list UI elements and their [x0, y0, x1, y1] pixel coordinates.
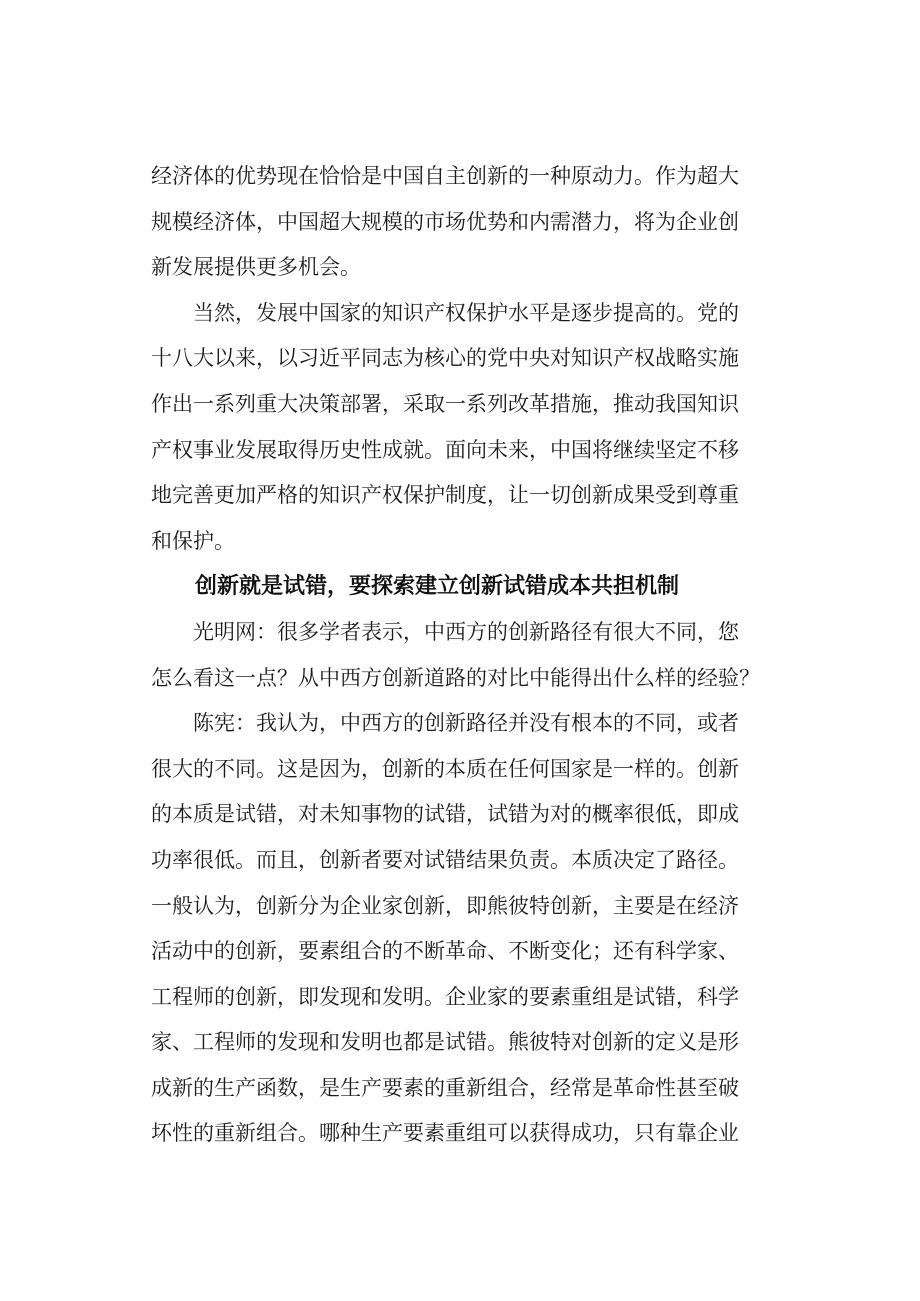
- text-line: 家、工程师的发现和发明也都是试错。熊彼特对创新的定义是形: [151, 1030, 739, 1055]
- section-heading: [151, 564, 807, 610]
- paragraph-interview-question: [151, 610, 807, 701]
- text-line: 和保护。: [151, 528, 235, 553]
- text-line: 新发展提供更多机会。: [151, 255, 361, 280]
- text-line: 产权事业发展取得历史性成就。面向未来，中国将继续坚定不移: [151, 437, 739, 462]
- paragraph-ip-protection: [151, 291, 807, 565]
- text-line: 光明网：很多学者表示，中西方的创新路径有很大不同，您: [151, 619, 739, 644]
- text-line: 功率很低。而且，创新者要对试错结果负责。本质决定了路径。: [151, 847, 739, 872]
- text-line: 活动中的创新，要素组合的不断革命、不断变化；还有科学家、: [151, 939, 739, 964]
- text-line: 成新的生产函数，是生产要素的重新组合，经常是革命性甚至破: [151, 1075, 739, 1100]
- document-body: [151, 154, 807, 1157]
- paragraph-superscale-economy: [151, 154, 807, 291]
- text-line: 地完善更加严格的知识产权保护制度，让一切创新成果受到尊重: [151, 483, 739, 508]
- text-line: 怎么看这一点？从中西方创新道路的对比中能得出什么样的经验？: [151, 665, 760, 690]
- paragraph-interview-answer: [151, 701, 807, 1157]
- text-line: 的本质是试错，对未知事物的试错，试错为对的概率很低，即成: [151, 802, 739, 827]
- text-line: 当然，发展中国家的知识产权保护水平是逐步提高的。党的: [151, 300, 739, 325]
- text-line: 十八大以来，以习近平同志为核心的党中央对知识产权战略实施: [151, 346, 739, 371]
- text-line: 作出一系列重大决策部署，采取一系列改革措施，推动我国知识: [151, 391, 739, 416]
- text-line: 经济体的优势现在恰恰是中国自主创新的一种原动力。作为超大: [151, 164, 739, 188]
- text-line: 一般认为，创新分为企业家创新，即熊彼特创新，主要是在经济: [151, 893, 739, 918]
- text-line: 陈宪：我认为，中西方的创新路径并没有根本的不同，或者: [151, 711, 739, 736]
- text-line: 坏性的重新组合。哪种生产要素重组可以获得成功，只有靠企业: [151, 1121, 739, 1146]
- heading-text: 创新就是试错，要探索建立创新试错成本共担机制: [195, 574, 680, 600]
- text-line: 工程师的创新，即发现和发明。企业家的要素重组是试错，科学: [151, 984, 739, 1009]
- text-line: 规模经济体，中国超大规模的市场优势和内需潜力，将为企业创: [151, 209, 739, 234]
- text-line: 很大的不同。这是因为，创新的本质在任何国家是一样的。创新: [151, 756, 739, 781]
